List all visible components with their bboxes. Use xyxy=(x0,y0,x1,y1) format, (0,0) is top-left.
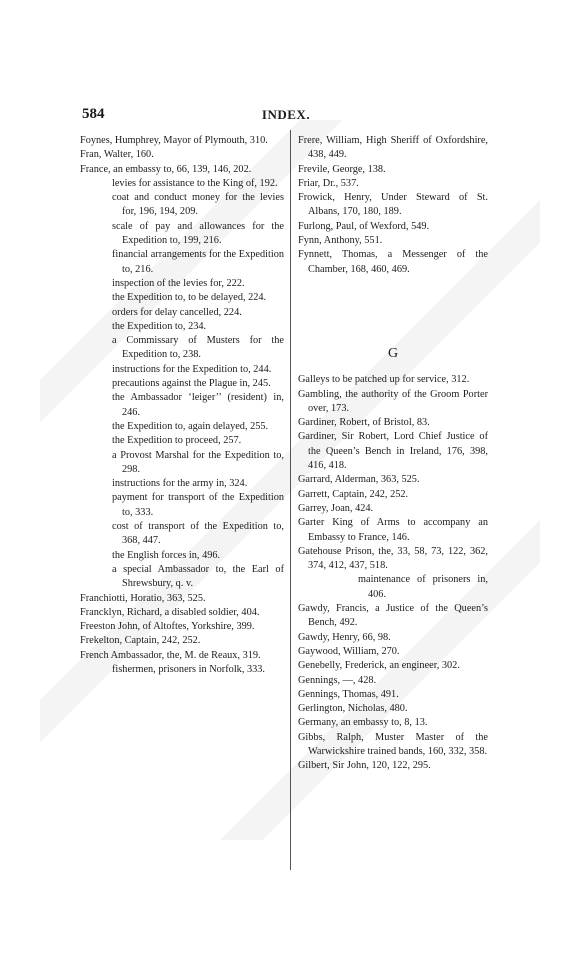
index-entry: Garrett, Captain, 242, 252. xyxy=(298,488,409,500)
index-entry: Franchiotti, Horatio, 363, 525. xyxy=(80,592,206,604)
index-entry: France, an embassy to, 66, 139, 146, 202. xyxy=(80,163,252,175)
index-entry: cost of transport of the Expedition to, 368, 447. xyxy=(112,521,284,547)
index-entry: Fynn, Anthony, 551. xyxy=(298,235,383,247)
index-entry: Garrard, Alderman, 363, 525. xyxy=(298,474,420,486)
index-entry: Fran, Walter, 160. xyxy=(80,149,154,161)
section-letter-heading: G xyxy=(387,345,399,361)
index-entry: Furlong, Paul, of Wexford, 549. xyxy=(298,220,430,232)
index-entry: Genebelly, Frederick, an engineer, 302. xyxy=(298,660,460,672)
index-entry: Gatehouse Prison, the, 33, 58, 73, 122, 362, 374, 412, 437, 518. xyxy=(298,545,488,572)
index-entry: coat and conduct money for the levies for, 196, 194, 209. xyxy=(112,192,284,218)
index-entry: orders for delay cancelled, 224. xyxy=(112,306,242,318)
index-entry: inspection of the levies for, 222. xyxy=(112,277,245,289)
index-entry: Frere, William, High Sheriff of Oxfordshire, 438, 449. xyxy=(298,135,488,161)
index-entry: Garrey, Joan, 424. xyxy=(298,502,374,514)
index-entry: Gibbs, Ralph, Muster Master of the Warwickshire trained bands, 160, 332, 358. xyxy=(298,731,488,757)
index-entry: scale of pay and allowances for the Expedition to, 199, 216. xyxy=(112,220,284,247)
index-entry: Gawdy, Henry, 66, 98. xyxy=(298,631,391,643)
index-entry: instructions for the army in, 324. xyxy=(112,478,248,490)
index-entry: Gennings, —, 428. xyxy=(298,674,377,686)
index-entry: the Expedition to, again delayed, 255. xyxy=(112,420,269,432)
page-number: 584 xyxy=(82,106,105,122)
index-entry: the English forces in, 496. xyxy=(112,549,221,561)
index-entry: Gennings, Thomas, 491. xyxy=(298,688,399,700)
index-entry: Galleys to be patched up for service, 312. xyxy=(298,374,470,386)
right-column-top xyxy=(298,134,488,277)
index-entry: Frevile, George, 138. xyxy=(298,163,386,175)
index-entry: a Commissary of Musters for the Expedition to, 238. xyxy=(112,335,284,361)
index-entry: Gardiner, Sir Robert, Lord Chief Justice of the Queen’s Bench in Ireland, 176, 398, 416, 418. xyxy=(298,431,488,472)
index-entry: Gerlington, Nicholas, 480. xyxy=(298,703,408,715)
right-column-bottom xyxy=(298,373,488,773)
index-entry: the Expedition to, to be delayed, 224. xyxy=(112,292,267,304)
right-column xyxy=(298,134,488,774)
index-entry: a special Ambassador to, the Earl of Shrewsbury, q. v. xyxy=(112,563,284,590)
index-entry: Gambling, the authority of the Groom Porter over, 173. xyxy=(298,388,488,414)
index-entry: a Provost Marshal for the Expedition to, 298. xyxy=(112,449,284,475)
index-entry: fishermen, prisoners in Norfolk, 333. xyxy=(112,663,265,675)
index-entry: Frowick, Henry, Under Steward of St. Albans, 170, 180, 189. xyxy=(298,192,488,218)
index-entry: the Ambassador ‘leiger’’ (resident) in, 246. xyxy=(112,392,284,418)
index-entry: Gawdy, Francis, a Justice of the Queen’s Bench, 492. xyxy=(298,603,488,629)
index-entry: precautions against the Plague in, 245. xyxy=(112,378,271,390)
index-entry: maintenance of prisoners in, 406. xyxy=(358,574,488,600)
index-entry: Gaywood, William, 270. xyxy=(298,645,400,657)
index-entry: Francklyn, Richard, a disabled soldier, 404. xyxy=(80,606,260,618)
index-entry: financial arrangements for the Expedition to, 216. xyxy=(112,249,284,275)
left-column xyxy=(80,134,284,677)
index-entry: French Ambassador, the, M. de Reaux, 319. xyxy=(80,649,261,661)
index-entry: Garter King of Arms to accompany an Embassy to France, 146. xyxy=(298,517,488,543)
index-entry: the Expedition to proceed, 257. xyxy=(112,435,242,447)
page-title: INDEX. xyxy=(261,107,311,122)
index-entry: payment for transport of the Expedition to, 333. xyxy=(112,492,284,518)
index-entry: Foynes, Humphrey, Mayor of Plymouth, 310. xyxy=(80,135,268,146)
index-entry: Gilbert, Sir John, 120, 122, 295. xyxy=(298,760,431,772)
index-entry: instructions for the Expedition to, 244. xyxy=(112,363,272,375)
index-entry: Friar, Dr., 537. xyxy=(298,177,359,189)
index-entry: the Expedition to, 234. xyxy=(112,320,207,332)
index-entry: Germany, an embassy to, 8, 13. xyxy=(298,717,428,729)
column-divider xyxy=(290,130,291,870)
page-header xyxy=(82,106,490,124)
index-entry: Freeston John, of Altoftes, Yorkshire, 399. xyxy=(80,621,255,633)
index-entry: Gardiner, Robert, of Bristol, 83. xyxy=(298,417,430,429)
index-entry: levies for assistance to the King of, 192. xyxy=(112,177,278,189)
index-entry: Frekelton, Captain, 242, 252. xyxy=(80,635,201,647)
index-entry: Fynnett, Thomas, a Messenger of the Chamber, 168, 460, 469. xyxy=(298,249,488,275)
